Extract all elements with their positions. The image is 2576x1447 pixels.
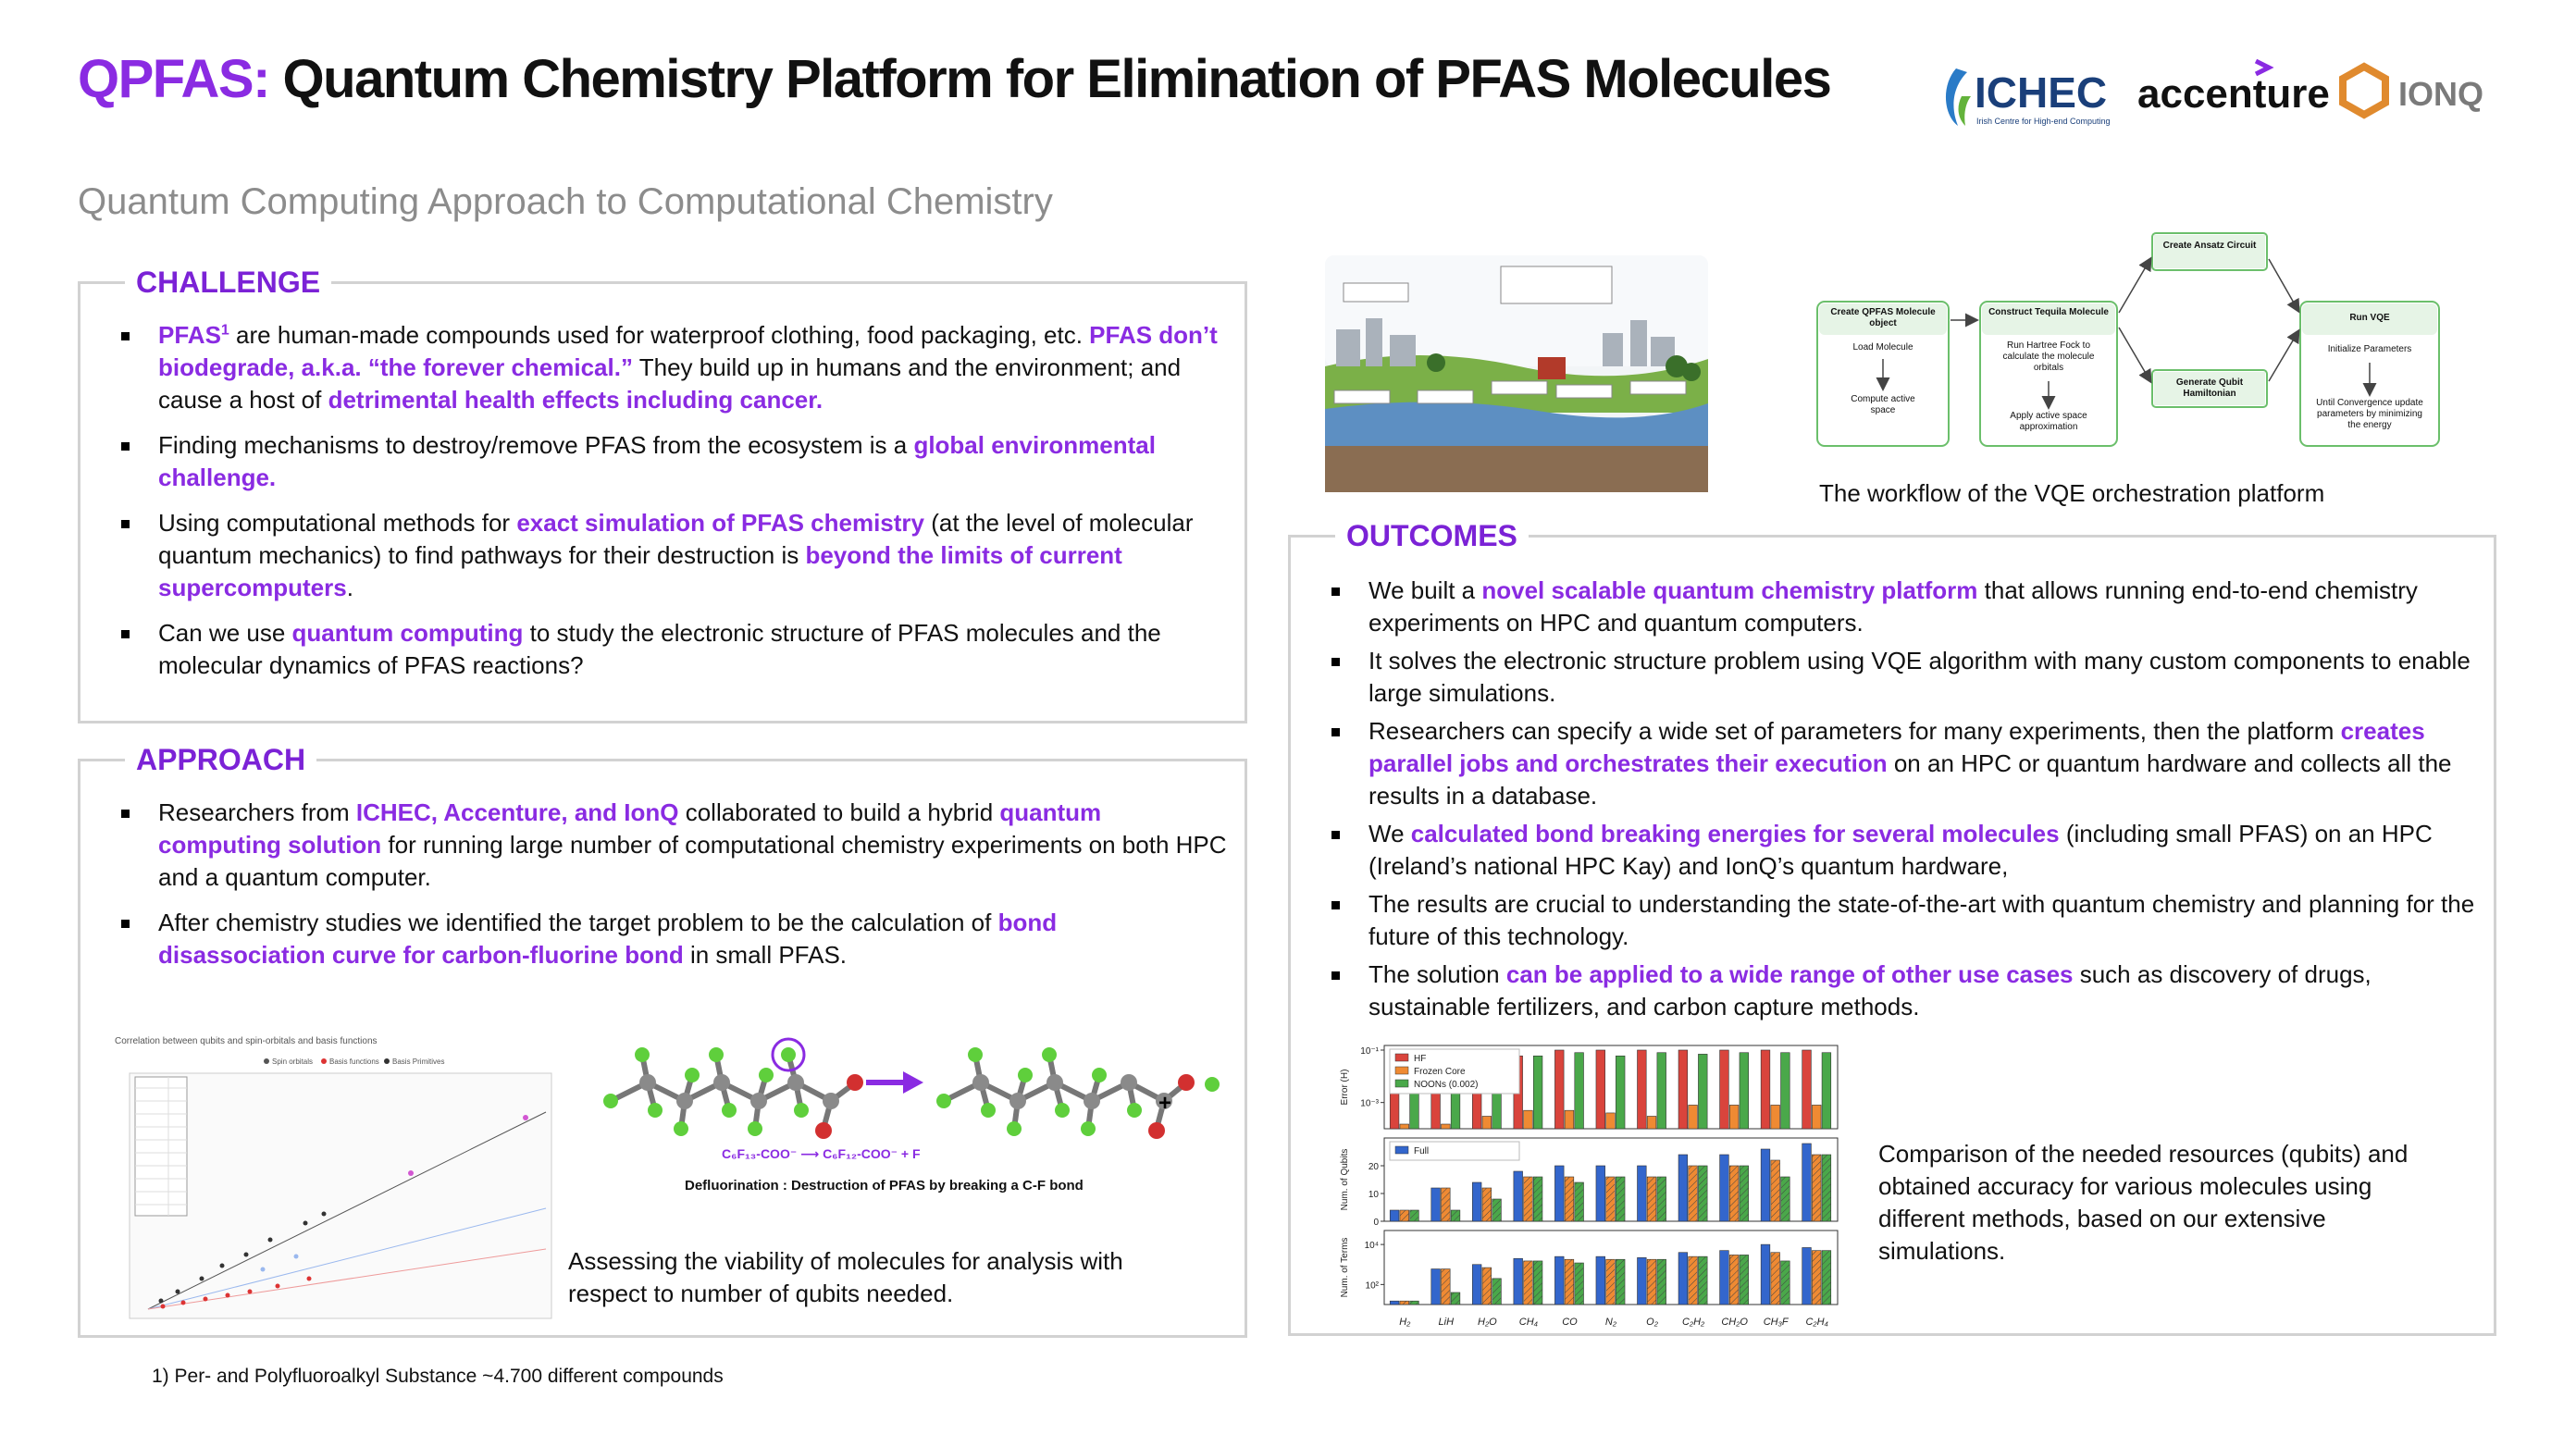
pfas-molecule-right [944, 1055, 1184, 1129]
page-subtitle: Quantum Computing Approach to Computational Chemistry [78, 181, 1053, 222]
approach-bullet-2: After chemistry studies we identified the target problem to be the calculation of bond disassociation curve for carbon-fluorine bond in small PFAS. [118, 907, 1228, 971]
resource-bar-hatch [1781, 1261, 1790, 1305]
resource-bar [1638, 1050, 1647, 1129]
resource-bar [1802, 1144, 1812, 1221]
challenge-bullet-4: Can we use quantum computing to study the electronic structure of PFAS molecules and the molecular dynamics of PFAS reactions? [118, 617, 1228, 682]
resource-bar [1472, 1265, 1481, 1305]
workflow-tequila-title: Construct Tequila Molecule [1988, 307, 2109, 317]
resource-bar [1698, 1054, 1707, 1129]
workflow-vqe-item-2: Until Convergence update parameters by minimizing the energy [2316, 398, 2423, 430]
reaction-caption: Defluorination : Destruction of PFAS by breaking a C-F bond [685, 1178, 1084, 1193]
qubit-legend-2: Basis functions [329, 1057, 379, 1066]
resource-category-label: C₂H₄ [1805, 1317, 1828, 1328]
resource-y-tick-label: 10 [1368, 1190, 1379, 1200]
resource-bar [1565, 1110, 1574, 1129]
resource-bar-hatch [1729, 1255, 1739, 1305]
accenture-logo-text: accenture [2137, 71, 2330, 117]
resource-bar-hatch [1647, 1177, 1656, 1221]
resource-bar-hatch [1657, 1177, 1666, 1221]
footnote: 1) Per- and Polyfluoroalkyl Substance ~4.700 different compounds [152, 1366, 724, 1387]
resources-bar-chart [1329, 1038, 1847, 1334]
resource-bar [1524, 1110, 1533, 1129]
resource-category-label: C₂H₂ [1681, 1317, 1705, 1328]
qubit-figure-caption: Assessing the viability of molecules for analysis with respect to number of qubits needed. [568, 1247, 1123, 1307]
resource-bar [1575, 1053, 1584, 1129]
resource-bar-hatch [1482, 1188, 1492, 1221]
resource-legend-swatch [1395, 1054, 1408, 1061]
workflow-create-item-1: Load Molecule [1852, 342, 1913, 352]
resource-bar-hatch [1524, 1177, 1533, 1221]
challenge-title: CHALLENGE [125, 262, 331, 303]
partner-logos [1943, 59, 2517, 133]
resource-bar-hatch [1451, 1292, 1460, 1305]
ichec-logo-text: ICHEC [1975, 68, 2108, 117]
resource-category-label: CH₂O [1721, 1317, 1748, 1328]
resource-y-tick-label: 20 [1368, 1162, 1379, 1172]
reaction-arrow-icon [903, 1071, 923, 1094]
resource-bar-hatch [1689, 1166, 1698, 1221]
resource-bar [1390, 1210, 1399, 1221]
workflow-create-item-2: Compute active space [1851, 394, 1915, 415]
resource-bar-hatch [1451, 1210, 1460, 1221]
reaction-formula: C₆F₁₃-COO⁻ ⟶ C₆F₁₂-COO⁻ + F [722, 1146, 921, 1161]
resource-bar-hatch [1400, 1210, 1409, 1221]
resource-bar-hatch [1689, 1256, 1698, 1305]
ionq-logo-text: IONQ [2398, 75, 2484, 113]
resource-bar [1482, 1116, 1492, 1129]
resource-bar-hatch [1400, 1301, 1409, 1305]
resource-bar [1689, 1105, 1698, 1129]
resource-panel-ylabel: Num. of Terms [1340, 1237, 1350, 1298]
workflow-caption: The workflow of the VQE orchestration platform [1819, 479, 2325, 507]
workflow-vqe-title: Run VQE [2349, 313, 2390, 323]
outcomes-bullet-5: The results are crucial to understanding the state-of-the-art with quantum chemistry and planning for the future of this technology. [1328, 888, 2484, 953]
workflow-create-title: Create QPFAS Molecule object [1830, 307, 1936, 328]
pfas-environment-illustration [1325, 255, 1708, 492]
resource-bar [1390, 1301, 1399, 1305]
resource-bar-hatch [1606, 1259, 1616, 1305]
resource-bar-hatch [1812, 1155, 1821, 1221]
resource-bar-hatch [1698, 1256, 1707, 1305]
outcomes-bullet-2: It solves the electronic structure problem using VQE algorithm with many custom components to enable large simulations. [1328, 645, 2484, 710]
resource-legend-swatch [1395, 1067, 1408, 1074]
resource-bar-hatch [1822, 1251, 1831, 1305]
resource-bar-hatch [1575, 1263, 1584, 1305]
resource-bar-hatch [1771, 1160, 1780, 1221]
workflow-hamiltonian-title: Generate Qubit Hamiltonian [2175, 377, 2244, 399]
resource-bar-hatch [1740, 1255, 1749, 1305]
resource-y-tick-label: 0 [1373, 1218, 1379, 1228]
resource-category-label: H₂ [1399, 1317, 1411, 1328]
resource-category-label: CH₄ [1518, 1317, 1539, 1328]
challenge-bullet-2: Finding mechanisms to destroy/remove PFAS from the ecosystem is a global environmental challenge. [118, 429, 1228, 494]
resource-category-label: LiH [1438, 1317, 1455, 1328]
ichec-logo-leaf-icon [1959, 96, 1971, 126]
resource-bar [1554, 1166, 1564, 1221]
resource-category-label: O₂ [1646, 1317, 1658, 1328]
outcomes-list [1328, 575, 2484, 1029]
qubit-legend-1: Spin orbitals [272, 1057, 314, 1066]
resource-bar [1678, 1050, 1688, 1129]
title-text: Quantum Chemistry Platform for Elimination of PFAS Molecules [268, 49, 1831, 109]
resource-bar-hatch [1812, 1251, 1821, 1305]
resource-bar-hatch [1822, 1155, 1831, 1221]
challenge-bullet-3: Using computational methods for exact simulation of PFAS chemistry (at the level of molecular quantum mechanics) to find pathways for their destruction is beyond the limits of current supercomputers. [118, 507, 1228, 604]
outcomes-bullet-6: The solution can be applied to a wide range of other use cases such as discovery of drugs, sustainable fertilizers, and carbon capture methods. [1328, 958, 2484, 1023]
resource-bar [1678, 1253, 1688, 1305]
resource-bar [1720, 1155, 1729, 1221]
resources-caption: Comparison of the needed resources (qubits) and obtained accuracy for various molecules using different methods, based on our extensive simulations. [1878, 1140, 2409, 1265]
resource-category-label: CH₃F [1763, 1317, 1789, 1328]
page-title [78, 48, 1830, 110]
resource-bar-hatch [1565, 1259, 1574, 1305]
resource-bar [1400, 1124, 1409, 1129]
resource-bar [1441, 1124, 1450, 1129]
resource-bar [1720, 1050, 1729, 1129]
resource-bar [1606, 1113, 1616, 1129]
resource-legend-label: HF [1414, 1054, 1427, 1064]
resource-bar-hatch [1616, 1259, 1625, 1305]
pfas-molecule-left [611, 1055, 853, 1129]
workflow-tequila-item-1: Run Hartree Fock to calculate the molecule orbitals [2002, 340, 2095, 373]
resource-bar-hatch [1492, 1199, 1502, 1221]
resource-bar [1533, 1056, 1542, 1129]
resource-bar [1431, 1269, 1441, 1305]
resource-bar-hatch [1698, 1166, 1707, 1221]
resource-panel-ylabel: Error (H) [1340, 1069, 1350, 1106]
resource-bar [1596, 1166, 1605, 1221]
outcomes-bullet-1: We built a novel scalable quantum chemistry platform that allows running end-to-end chemistry experiments on HPC and quantum computers. [1328, 575, 2484, 639]
resource-bar [1638, 1166, 1647, 1221]
resource-bar-hatch [1524, 1261, 1533, 1305]
resource-bar [1554, 1050, 1564, 1129]
ionq-logo-icon [2343, 67, 2385, 115]
resource-bar-hatch [1410, 1301, 1419, 1305]
approach-title: APPROACH [125, 739, 316, 780]
resource-category-label: CO [1562, 1317, 1578, 1328]
outcomes-bullet-3: Researchers can specify a wide set of parameters for many experiments, then the platform creates parallel jobs and orchestrates their execution on an HPC or quantum hardware and collects all the results in a database. [1328, 715, 2484, 812]
resource-category-label: N₂ [1604, 1317, 1617, 1328]
vqe-workflow-diagram [1801, 228, 2448, 455]
resource-bar [1822, 1053, 1831, 1129]
resource-bar-hatch [1565, 1177, 1574, 1221]
workflow-ansatz-title: Create Ansatz Circuit [2162, 241, 2257, 251]
resource-bar-hatch [1410, 1210, 1419, 1221]
resource-bar-hatch [1492, 1279, 1502, 1305]
resource-bar [1514, 1258, 1523, 1305]
resource-bar-hatch [1533, 1177, 1542, 1221]
resource-bar [1638, 1257, 1647, 1305]
resource-bar [1761, 1050, 1770, 1129]
resource-bar [1771, 1105, 1780, 1129]
resource-bar [1761, 1149, 1770, 1221]
resource-bar-hatch [1441, 1269, 1450, 1305]
resource-bar-hatch [1729, 1166, 1739, 1221]
outcomes-title: OUTCOMES [1335, 515, 1529, 556]
resource-bar [1472, 1182, 1481, 1221]
resource-y-tick-label: 10⁴ [1364, 1241, 1379, 1252]
resource-legend-swatch [1395, 1146, 1408, 1154]
qubit-correlation-figure [111, 1027, 555, 1323]
resource-bar-hatch [1647, 1259, 1656, 1305]
resource-bar-hatch [1771, 1253, 1780, 1305]
resource-bar [1431, 1188, 1441, 1221]
title-accent: QPFAS: [78, 49, 269, 109]
resource-bar [1554, 1256, 1564, 1305]
resource-y-tick-label: 10⁻³ [1360, 1098, 1379, 1109]
resource-y-tick-label: 10⁻¹ [1360, 1045, 1379, 1057]
fluorine-atom [1205, 1077, 1220, 1092]
resource-bar [1729, 1105, 1739, 1129]
resource-bar [1657, 1053, 1666, 1129]
resource-bar [1761, 1244, 1770, 1305]
workflow-tequila-item-2: Apply active space approximation [2010, 411, 2087, 432]
resource-bar [1596, 1256, 1605, 1305]
resource-bar [1802, 1247, 1812, 1305]
resource-legend-box [1390, 1142, 1519, 1160]
resource-bar [1781, 1053, 1790, 1129]
approach-bullet-1: Researchers from ICHEC, Accenture, and IonQ collaborated to build a hybrid quantum computing solution for running large number of computational chemistry experiments on both HPC and a quantum computer. [118, 797, 1228, 894]
resource-bar [1720, 1251, 1729, 1305]
ichec-tagline: Irish Centre for High-end Computing [1976, 117, 2111, 126]
resource-panel-ylabel: Num. of Qubits [1340, 1148, 1350, 1211]
resource-bar-hatch [1657, 1259, 1666, 1305]
resource-bar [1616, 1056, 1625, 1129]
qubit-chart-title: Correlation between qubits and spin-orbitals and basis functions [115, 1036, 378, 1046]
qubit-legend-3: Basis Primitives [392, 1057, 445, 1066]
resource-bar [1802, 1050, 1812, 1129]
resource-bar-hatch [1575, 1182, 1584, 1221]
resource-bar [1678, 1155, 1688, 1221]
resource-bar [1740, 1053, 1749, 1129]
resource-bar-hatch [1482, 1268, 1492, 1305]
resource-y-tick-label: 10² [1365, 1280, 1379, 1292]
resource-legend-label: Full [1414, 1146, 1430, 1156]
resource-category-label: H₂O [1478, 1317, 1497, 1328]
resource-bar [1647, 1116, 1656, 1129]
resource-bar-hatch [1606, 1177, 1616, 1221]
defluorination-figure [592, 1027, 1240, 1212]
resource-legend-label: Frozen Core [1414, 1067, 1466, 1077]
plus-sign: + [1158, 1091, 1172, 1116]
resource-bar-hatch [1740, 1166, 1749, 1221]
resource-bar-hatch [1441, 1188, 1450, 1221]
outcomes-bullet-4: We calculated bond breaking energies for several molecules (including small PFAS) on an HPC (Ireland’s national HPC Kay) and IonQ’s quantum hardware, [1328, 818, 2484, 883]
resource-bar-hatch [1533, 1261, 1542, 1305]
resource-legend-swatch [1395, 1080, 1408, 1087]
challenge-bullet-1: PFAS$^1$ are human-made compounds used for waterproof clothing, food packaging, etc. PFAS don’t biodegrade, a.k.a. “the forever chemical.” They build up in humans and the environment; and cause a host of detrimental health effects including cancer. [118, 319, 1228, 416]
resource-bar [1596, 1050, 1605, 1129]
resource-bar [1812, 1105, 1821, 1129]
resource-bar-hatch [1781, 1177, 1790, 1221]
challenge-list [118, 319, 1228, 695]
resource-bar-hatch [1616, 1177, 1625, 1221]
challenge-panel [78, 266, 1247, 724]
workflow-vqe-item-1: Initialize Parameters [2327, 344, 2412, 354]
resource-legend-label: NOONs (0.002) [1414, 1080, 1479, 1090]
approach-list [118, 797, 1228, 984]
resource-bar [1514, 1171, 1523, 1221]
